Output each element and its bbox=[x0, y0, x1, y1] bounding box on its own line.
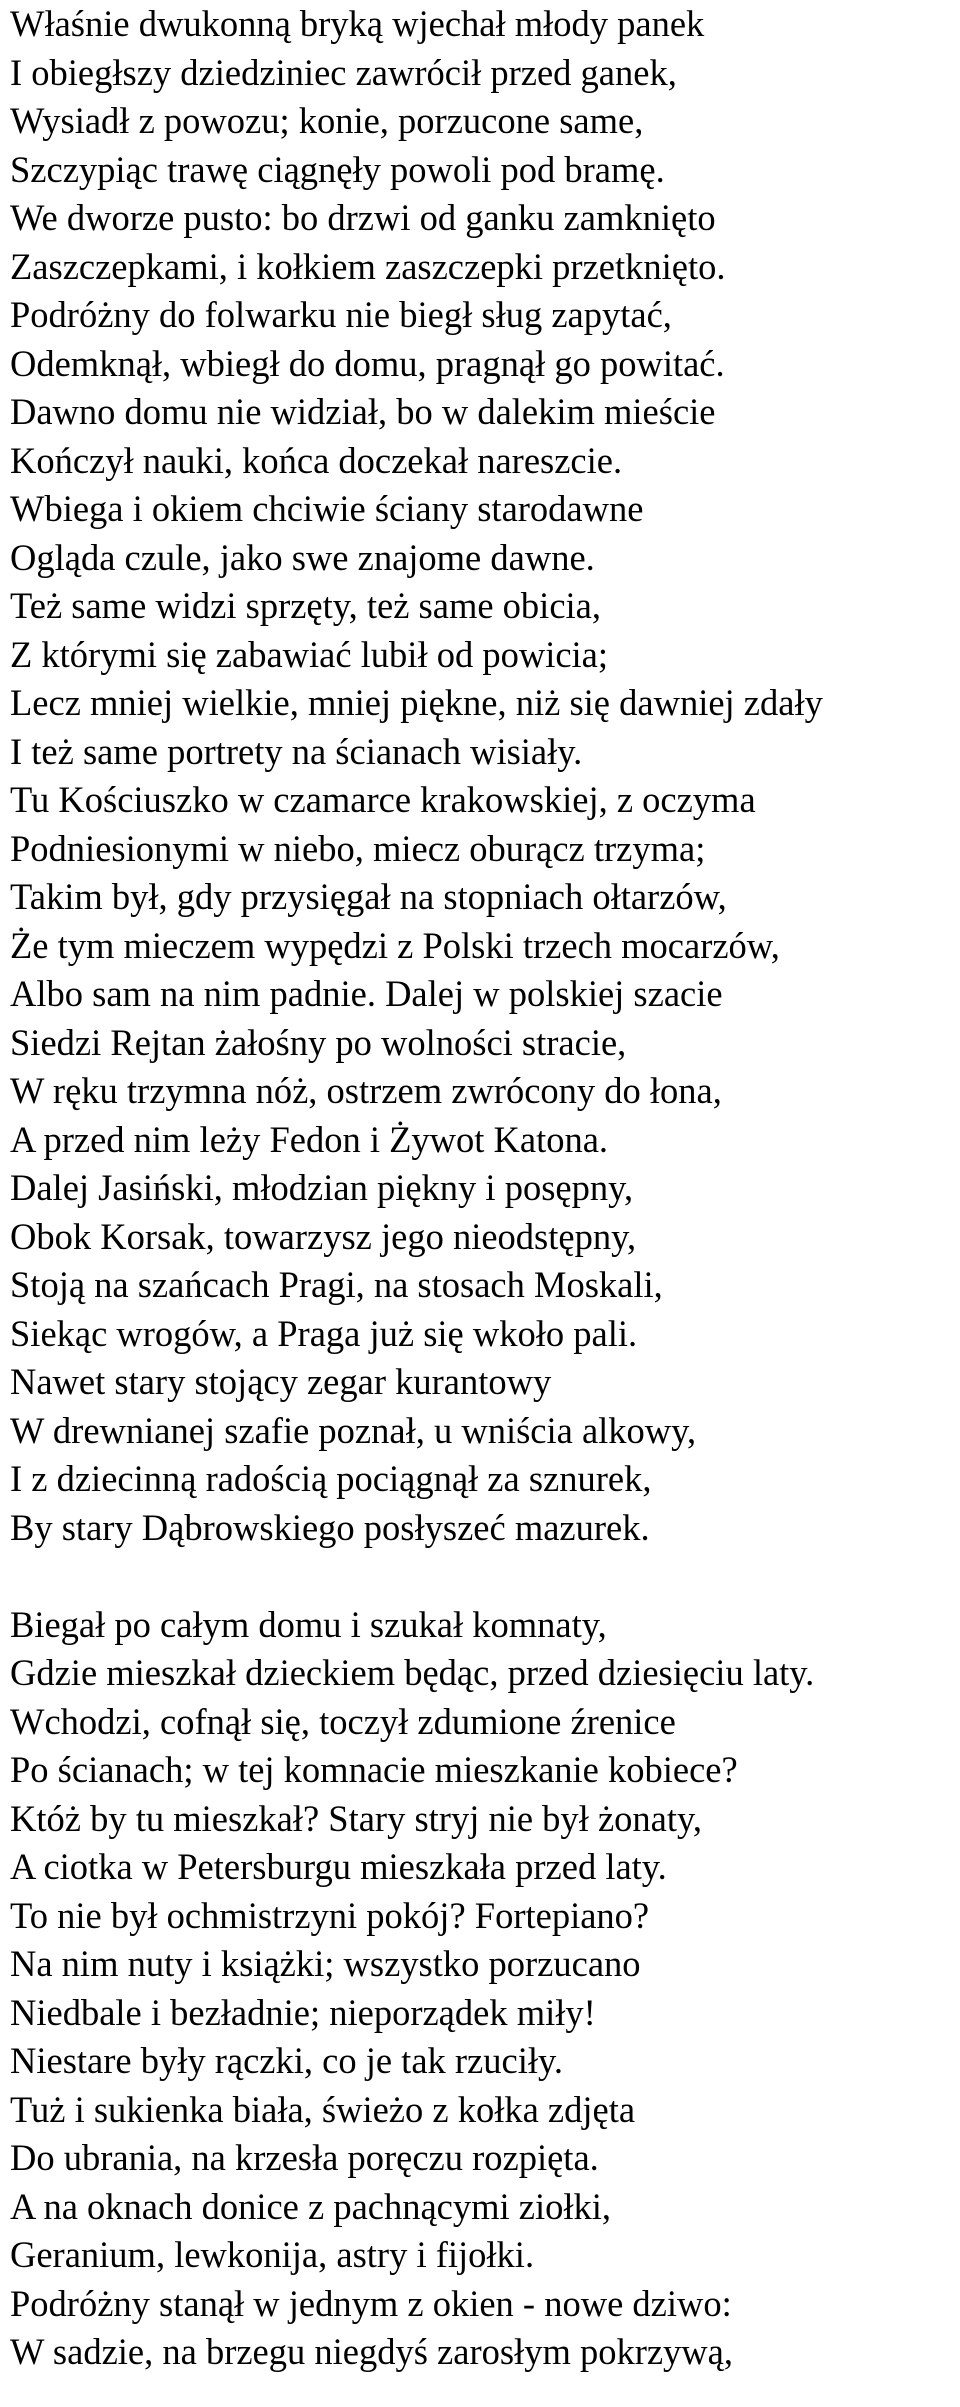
poem-line: Biegał po całym domu i szukał komnaty, bbox=[10, 1603, 607, 1645]
poem-line: W ręku trzymna nóż, ostrzem zwrócony do łona, bbox=[10, 1070, 722, 1111]
poem-line: A na oknach donice z pachnącymi ziołki, bbox=[10, 2185, 612, 2227]
poem-line: Zaszczepkami, i kołkiem zaszczepki przetknięto. bbox=[10, 245, 726, 287]
poem-line: Niestare były rączki, co je tak rzuciły. bbox=[10, 2040, 563, 2081]
poem-line: Dalej Jasiński, młodzian piękny i posępny, bbox=[10, 1167, 634, 1208]
poem-line: Siedzi Rejtan żałośny po wolności stracie, bbox=[10, 1021, 627, 1063]
poem-page bbox=[10, 0, 955, 2407]
poem-line: Wbiega i okiem chciwie ściany starodawne bbox=[10, 488, 644, 529]
poem-line: Niedbale i bezładnie; nieporządek miły! bbox=[10, 1991, 596, 2033]
poem-line: Z którymi się zabawiać lubił od powicia; bbox=[10, 633, 609, 675]
poem-line: Gdzie mieszkał dzieckiem będąc, przed dziesięciu laty. bbox=[10, 1652, 815, 1693]
poem-line: Kończył nauki, końca doczekał nareszcie. bbox=[10, 439, 623, 481]
poem-line: Geranium, lewkonija, astry i fijołki. bbox=[10, 2234, 535, 2275]
poem-line: W drewnianej szafie poznał, u wniścia alkowy, bbox=[10, 1409, 697, 1451]
poem-line: Też same widzi sprzęty, też same obicia, bbox=[10, 585, 601, 626]
stanza bbox=[10, 1601, 955, 2377]
poem-line: Wchodzi, cofnął się, toczył zdumione źrenice bbox=[10, 1700, 676, 1742]
poem-line: Siekąc wrogów, a Praga już się wkoło pali. bbox=[10, 1312, 638, 1354]
poem-line: A przed nim leży Fedon i Żywot Katona. bbox=[10, 1118, 609, 1160]
poem-line: Że tym mieczem wypędzi z Polski trzech mocarzów, bbox=[10, 924, 780, 966]
poem-line: Ogląda czule, jako swe znajome dawne. bbox=[10, 536, 595, 578]
poem-line: Podróżny stanął w jednym z okien - nowe dziwo: bbox=[10, 2282, 732, 2324]
poem-line: I też same portrety na ścianach wisiały. bbox=[10, 730, 583, 772]
poem-text bbox=[10, 0, 955, 2377]
poem-line: Podróżny do folwarku nie biegł sług zapytać, bbox=[10, 294, 672, 335]
poem-line: A ciotka w Petersburgu mieszkała przed laty. bbox=[10, 1846, 667, 1887]
poem-line: I obiegłszy dziedziniec zawrócił przed ganek, bbox=[10, 51, 677, 93]
poem-line: Takim był, gdy przysięgał na stopniach ołtarzów, bbox=[10, 876, 727, 917]
poem-line: Po ścianach; w tej komnacie mieszkanie kobiece? bbox=[10, 1749, 738, 1790]
poem-line: Szczypiąc trawę ciągnęły powoli pod bramę. bbox=[10, 148, 665, 190]
poem-line: Obok Korsak, towarzysz jego nieodstępny, bbox=[10, 1215, 637, 1257]
poem-line: Podniesionymi w niebo, miecz oburącz trzyma; bbox=[10, 827, 706, 869]
poem-line: We dworze pusto: bo drzwi od ganku zamknięto bbox=[10, 197, 716, 238]
poem-line: Nawet stary stojący zegar kurantowy bbox=[10, 1361, 552, 1402]
poem-line: By stary Dąbrowskiego posłyszeć mazurek. bbox=[10, 1506, 650, 1548]
stanza bbox=[10, 0, 955, 1552]
poem-line: I z dziecinną radością pociągnął za sznurek, bbox=[10, 1458, 652, 1499]
poem-line: Tuż i sukienka biała, świeżo z kołka zdjęta bbox=[10, 2088, 636, 2130]
poem-line: Dawno domu nie widział, bo w dalekim mieście bbox=[10, 391, 716, 432]
poem-line: Na nim nuty i książki; wszystko porzucano bbox=[10, 1943, 641, 1984]
poem-line: Stoją na szańcach Pragi, na stosach Moskali, bbox=[10, 1264, 663, 1305]
poem-line: W sadzie, na brzegu niegdyś zarosłym pokrzywą, bbox=[10, 2331, 733, 2372]
poem-line: Tu Kościuszko w czamarce krakowskiej, z oczyma bbox=[10, 779, 756, 820]
poem-line: Któż by tu mieszkał? Stary stryj nie był żonaty, bbox=[10, 1797, 702, 1839]
poem-line: Wysiadł z powozu; konie, porzucone same, bbox=[10, 100, 644, 141]
poem-line: Albo sam na nim padnie. Dalej w polskiej szacie bbox=[10, 973, 723, 1014]
poem-line: Do ubrania, na krzesła poręczu rozpięta. bbox=[10, 2137, 599, 2178]
poem-line: Odemknął, wbiegł do domu, pragnął go powitać. bbox=[10, 342, 725, 384]
poem-line: To nie był ochmistrzyni pokój? Fortepiano? bbox=[10, 1894, 650, 1936]
poem-line: Właśnie dwukonną bryką wjechał młody panek bbox=[10, 3, 705, 44]
poem-line: Lecz mniej wielkie, mniej piękne, niż się dawniej zdały bbox=[10, 682, 823, 723]
